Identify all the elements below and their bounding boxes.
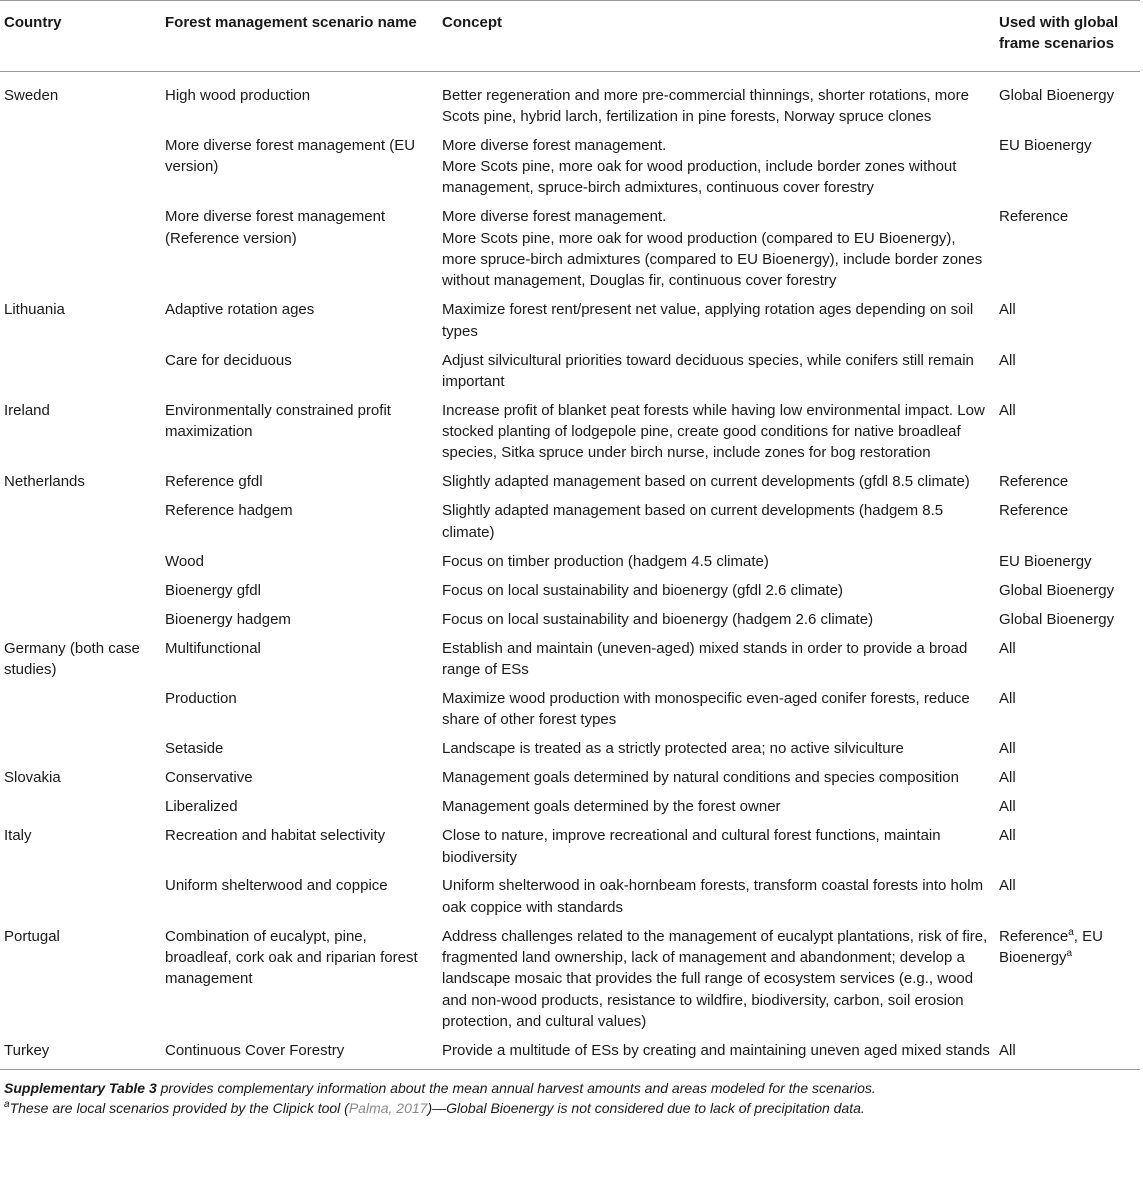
cell-frame: EU Bioenergy bbox=[999, 552, 1092, 570]
citation-link[interactable]: Palma, 2017 bbox=[348, 1100, 428, 1117]
cell-country bbox=[0, 201, 161, 294]
cell-country bbox=[0, 345, 161, 395]
cell-frame: All bbox=[999, 639, 1016, 657]
cell-scenario: More diverse forest management (Reference version) bbox=[165, 208, 386, 247]
cell-frame: Reference bbox=[999, 208, 1069, 226]
table-row bbox=[0, 575, 1140, 604]
cell-scenario: Liberalized bbox=[165, 798, 238, 816]
cell-frame: All bbox=[999, 769, 1016, 787]
frame-text: , EU Bioenergy bbox=[999, 927, 1103, 967]
concept-line: More diverse forest management. bbox=[442, 208, 667, 226]
cell-concept: Focus on timber production (hadgem 4.5 climate) bbox=[442, 552, 769, 570]
cell-frame: All bbox=[999, 877, 1016, 895]
cell-scenario: Environmentally constrained profit maximization bbox=[165, 401, 391, 441]
cell-scenario: Setaside bbox=[165, 740, 224, 758]
cell-concept: Increase profit of blanket peat forests while having low environmental impact. Low stocked planting of lodgepole pine, create good conditions for native broadleaf species, Sitka spruce under birch nurse, include zones for bog restoration bbox=[442, 401, 985, 462]
table-row bbox=[0, 201, 1140, 294]
cell-concept: Adjust silvicultural priorities toward deciduous species, while conifers still remain important bbox=[442, 351, 974, 390]
cell-scenario: Multifunctional bbox=[165, 639, 261, 657]
header-concept: Concept bbox=[438, 1, 995, 72]
cell-frame: Global Bioenergy bbox=[999, 610, 1115, 628]
cell-concept: Uniform shelterwood in oak-hornbeam forests, transform coastal forests into holm oak coppice with standards bbox=[442, 877, 984, 916]
cell-country bbox=[0, 870, 161, 920]
frame-text: Reference bbox=[999, 927, 1069, 945]
header-scenario: Forest management scenario name bbox=[161, 1, 438, 72]
cell-frame: All bbox=[999, 827, 1016, 845]
cell-concept: Focus on local sustainability and bioenergy (hadgem 2.6 climate) bbox=[442, 610, 874, 628]
cell-concept bbox=[438, 130, 995, 202]
header-frame: Used with global frame scenarios bbox=[995, 1, 1140, 72]
footnote-2 bbox=[4, 1098, 1143, 1118]
table-row bbox=[0, 820, 1140, 870]
cell-scenario: More diverse forest management (EU version) bbox=[165, 136, 416, 176]
cell-frame: All bbox=[999, 689, 1016, 707]
cell-scenario: High wood production bbox=[165, 86, 311, 104]
table-row bbox=[0, 71, 1140, 130]
concept-line: More Scots pine, more oak for wood production (compared to EU Bioenergy), more spruce-birch admixtures (compared to EU Bioenergy), include border zones without management, Douglas fir, continuous cover forestry bbox=[442, 229, 983, 290]
cell-concept: Management goals determined by the forest owner bbox=[442, 798, 781, 816]
cell-scenario: Adaptive rotation ages bbox=[165, 301, 315, 319]
cell-concept: Slightly adapted management based on current developments (hadgem 8.5 climate) bbox=[442, 502, 944, 541]
cell-country bbox=[0, 791, 161, 820]
table-footnotes bbox=[4, 1078, 1143, 1118]
cell-scenario: Continuous Cover Forestry bbox=[161, 1035, 438, 1070]
cell-scenario: Wood bbox=[165, 552, 204, 570]
cell-scenario: Bioenergy hadgem bbox=[165, 610, 291, 628]
table-row bbox=[0, 733, 1140, 762]
table-row bbox=[0, 921, 1140, 1035]
cell-scenario: Conservative bbox=[165, 769, 253, 787]
cell-concept: Landscape is treated as a strictly protected area; no active silviculture bbox=[442, 740, 904, 758]
footnote-marker: a bbox=[1068, 926, 1074, 938]
cell-concept: Close to nature, improve recreational and cultural forest functions, maintain biodiversity bbox=[442, 827, 941, 866]
cell-country: Italy bbox=[4, 827, 32, 845]
cell-frame: Global Bioenergy bbox=[999, 581, 1115, 599]
table-row bbox=[0, 294, 1140, 344]
table-row bbox=[0, 466, 1140, 495]
cell-concept: Slightly adapted management based on current developments (gfdl 8.5 climate) bbox=[442, 473, 970, 491]
header-country: Country bbox=[0, 1, 161, 72]
cell-country bbox=[0, 495, 161, 545]
table-row bbox=[0, 683, 1140, 733]
cell-country: Ireland bbox=[4, 401, 50, 419]
table-row bbox=[0, 395, 1140, 467]
table-row bbox=[0, 345, 1140, 395]
cell-frame: All bbox=[999, 301, 1016, 319]
concept-line: More Scots pine, more oak for wood production, include border zones without management, spruce-birch admixtures, continuous cover forestry bbox=[442, 158, 957, 197]
cell-frame: Reference bbox=[999, 473, 1069, 491]
cell-frame: All bbox=[995, 1035, 1140, 1070]
cell-country: Lithuania bbox=[4, 301, 65, 319]
cell-concept: Provide a multitude of ESs by creating and maintaining uneven aged mixed stands bbox=[438, 1035, 995, 1070]
table-header-row bbox=[0, 1, 1140, 72]
cell-scenario: Combination of eucalypt, pine, broadleaf, cork oak and riparian forest management bbox=[165, 927, 418, 988]
table-row bbox=[0, 546, 1140, 575]
cell-frame: Reference bbox=[999, 502, 1069, 520]
cell-country bbox=[0, 604, 161, 633]
footnote-marker: a bbox=[1066, 948, 1073, 960]
cell-concept: Focus on local sustainability and bioenergy (gfdl 2.6 climate) bbox=[442, 581, 844, 599]
cell-country bbox=[0, 575, 161, 604]
table-row bbox=[0, 495, 1140, 545]
cell-frame bbox=[995, 921, 1140, 1035]
cell-country: Portugal bbox=[4, 927, 60, 945]
supplementary-table-link[interactable]: Supplementary Table 3 bbox=[4, 1080, 157, 1097]
cell-country bbox=[0, 733, 161, 762]
cell-scenario: Reference gfdl bbox=[165, 473, 263, 491]
cell-concept: Maximize wood production with monospecific even-aged conifer forests, reduce share of other forest types bbox=[442, 689, 970, 729]
cell-scenario: Care for deciduous bbox=[165, 351, 292, 369]
cell-frame: All bbox=[999, 401, 1016, 419]
footnote-1 bbox=[4, 1078, 1143, 1098]
cell-scenario: Reference hadgem bbox=[165, 502, 293, 520]
cell-frame: Global Bioenergy bbox=[999, 86, 1115, 104]
cell-frame: EU Bioenergy bbox=[999, 136, 1092, 154]
footnote-marker: a bbox=[4, 1099, 10, 1111]
table-row bbox=[0, 604, 1140, 633]
cell-scenario: Bioenergy gfdl bbox=[165, 581, 261, 599]
cell-country bbox=[0, 546, 161, 575]
cell-country: Sweden bbox=[4, 86, 59, 104]
table-row bbox=[0, 1035, 1140, 1070]
cell-concept: Better regeneration and more pre-commercial thinnings, shorter rotations, more Scots pine, hybrid larch, fertilization in pine forests, Norway spruce clones bbox=[442, 86, 969, 125]
cell-concept: Address challenges related to the management of eucalypt plantations, risk of fire, fragmented land ownership, lack of management and abandonment; develop a landscape mosaic that provides the full range of ecosystem services (e.g., wood and non-wood products, resistance to wildfire, biodiversity, carbon, soil erosion protection, and cultural values) bbox=[442, 927, 988, 1030]
table-row bbox=[0, 130, 1140, 202]
cell-concept bbox=[438, 201, 995, 294]
table-row bbox=[0, 633, 1140, 683]
cell-concept: Establish and maintain (uneven-aged) mixed stands in order to provide a broad range of ESs bbox=[442, 639, 968, 678]
cell-country bbox=[0, 683, 161, 733]
cell-frame: All bbox=[999, 740, 1016, 758]
footnote-text: These are local scenarios provided by the Clipick tool ( bbox=[9, 1100, 349, 1117]
table-row bbox=[0, 791, 1140, 820]
cell-frame: All bbox=[999, 351, 1016, 369]
footnote-text: provides complementary information about the mean annual harvest amounts and areas modeled for the scenarios. bbox=[156, 1080, 876, 1097]
table-row bbox=[0, 870, 1140, 920]
cell-country: Turkey bbox=[0, 1035, 161, 1070]
cell-scenario: Uniform shelterwood and coppice bbox=[165, 877, 388, 895]
cell-scenario: Recreation and habitat selectivity bbox=[165, 827, 386, 845]
cell-country bbox=[0, 130, 161, 202]
cell-country: Germany (both case studies) bbox=[4, 639, 140, 678]
cell-scenario: Production bbox=[165, 689, 237, 707]
cell-country: Slovakia bbox=[4, 769, 61, 787]
table-row bbox=[0, 762, 1140, 791]
concept-line: More diverse forest management. bbox=[442, 136, 667, 154]
cell-concept: Maximize forest rent/present net value, applying rotation ages depending on soil types bbox=[442, 301, 974, 340]
cell-concept: Management goals determined by natural conditions and species composition bbox=[442, 769, 959, 787]
cell-frame: All bbox=[999, 798, 1016, 816]
footnote-text: )—Global Bioenergy is not considered due to lack of precipitation data. bbox=[427, 1100, 865, 1117]
cell-country: Netherlands bbox=[4, 473, 85, 491]
